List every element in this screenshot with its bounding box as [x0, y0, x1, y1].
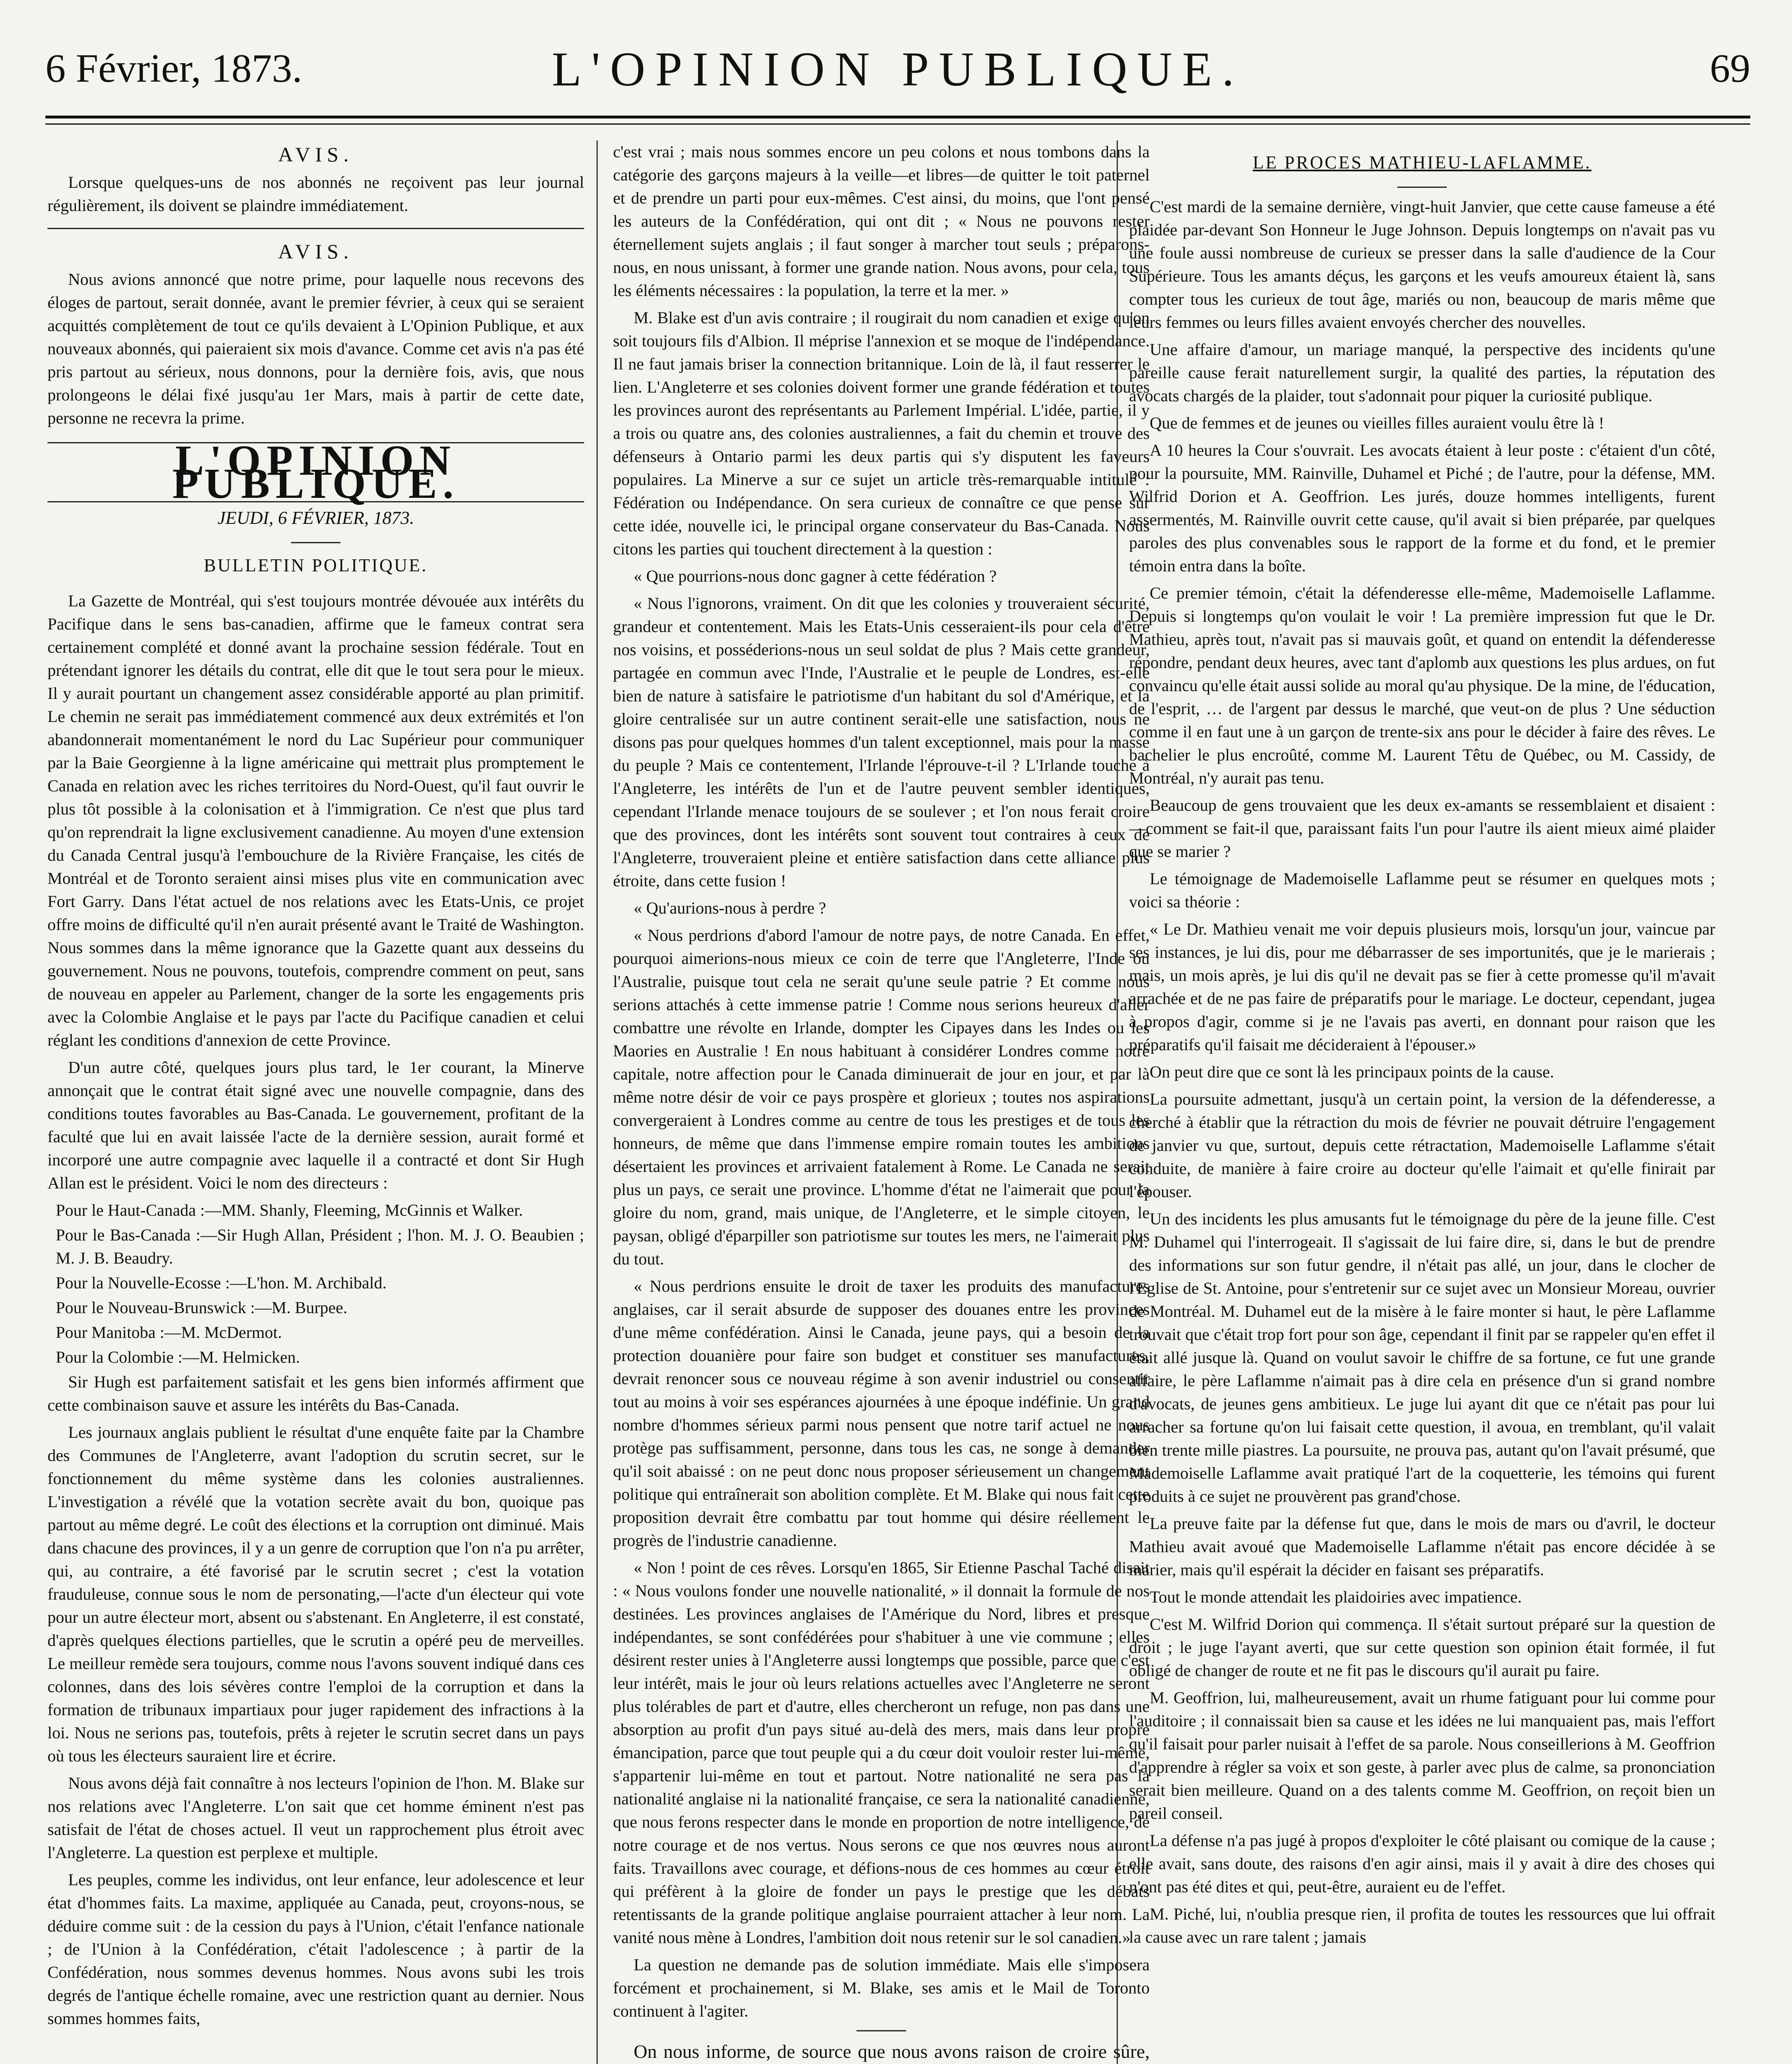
page-header — [45, 17, 1750, 120]
section-title: BULLETIN POLITIQUE. — [204, 555, 428, 575]
column-divider — [597, 140, 598, 2064]
director-list-item: Pour le Nouveau-Brunswick :—M. Burpee. — [56, 1298, 348, 1317]
article-paragraph: On nous informe, de source que nous avons raison de croire sûre, — [634, 2041, 1150, 2062]
director-list-item: Pour la Nouvelle-Ecosse :—L'hon. M. Archibald. — [56, 1273, 387, 1292]
article-paragraph: Les journaux anglais publient le résultat d'une enquête faite par la Chambre des Communes de l'Angleterre, avant l'adoption du scrutin secret, sur le fonctionnement du même système dans les colonies australiennes. L'investigation a révélé que la votation secrète avait du bon, quoique pas partout au même degré. Le coût des élections et la corruption ont diminué. Mais dans chacune des provinces, il y a un genre de corruption que l'on n'a pu arrêter, qui, au contraire, a été favorisé par le scrutin secret ; c'est la votation frauduleuse, connue sous le nom de personating,—l'acte d'un électeur qui vote pour un autre électeur mort, absent ou s'abstenant. En Angleterre, il est constaté, d'après quelques élections partielles, que le scrutin a opéré peu de merveilles. Le meilleur remède sera toujours, comme nous l'avons souvent indiqué dans ces colonnes, dans des lois sévères contre l'emploi de la corruption et dans la formation de tribunaux impartiaux pour juger rapidement des infractions à la loi. Nous ne serions pas, toutefois, prêts à rejeter le scrutin secret dans un pays où tous les électeurs sauraient lire et écrire. — [47, 1423, 584, 1765]
divider — [1397, 187, 1447, 188]
article-paragraph: C'est M. Wilfrid Dorion qui commença. Il s'était surtout préparé sur la question de droit ; le juge l'ayant averti, que sur cette question son opinion était formée, il fut obligé de changer de route et ne fit pas le discours qu'il aurait pu faire. — [1129, 1615, 1715, 1680]
director-list-item: Pour Manitoba :—M. McDermot. — [56, 1323, 282, 1342]
quote-paragraph: « Le Dr. Mathieu venait me voir depuis plusieurs mois, lorsqu'un jour, vaincue par ses instances, je lui dis, pour me débarrasser de ses importunités, que je le marierais ; mais, un mois après, je lui dis qu'il ne devait pas se fier à cette promesse qu'il m'avait arrachée et de ne pas faire de préparatifs pour le mariage. Le docteur, cependant, jugea à propos d'agir, comme si je ne l'avais pas averti, en donnant pour raison que les préparatifs qu'il faisait me décideraient à l'épouser.» — [1129, 920, 1715, 1054]
quote-paragraph: « Nous perdrions d'abord l'amour de notre pays, de notre Canada. En effet, pourquoi aimerions-nous mieux ce coin de terre que l'Angleterre, l'Inde ou l'Australie, puisque tout cela ne serait qu'une seule patrie ? Et comme nous serions attachés à cette immense patrie ! Comme nous serions heureux d'aller combattre une révolte en Irlande, dompter les Cipayes dans les Indes ou les Maories en Australie ! En nous habituant à considérer Londres comme notre capitale, notre affection pour le Canada diminuerait de jour en jour, et par là même notre désir de voir ce pays prospère et glorieux ; toutes nos aspirations convergeraient à Londres comme au centre de tous les prestiges et de tous les honneurs, de même que dans l'immense empire romain toutes les ambitions désertaient les provinces et arrivaient fatalement à Rome. Le Canada ne serait plus un pays, ce serait une province. L'homme d'état ne l'aimerait que pour la gloire du nom, grand, mais unique, de l'Angleterre, et le simple citoyen, le paysan, obligé d'éparpiller son patriotisme sur toutes les mers, ne l'aimerait plus du tout. — [613, 926, 1150, 1268]
article-paragraph: La Gazette de Montréal, qui s'est toujours montrée dévouée aux intérêts du Pacifique dans le sens bas-canadien, affirme que le fameux contrat sera certainement complété et donné avant la prochaine session fédérale. Tout en prétendant ignorer les détails du contrat, elle dit que le tout sera pour le mieux. Il y aurait pourtant un changement assez considérable apporté au plan primitif. Le chemin ne serait pas immédiatement commencé aux deux extrémités et l'on abandonnerait momentanément le nord du Lac Supérieur pour communiquer par la Baie Georgienne à la ligne américaine qui mettrait plus promptement le Canada en relation avec les riches territoires du Nord-Ouest, qu'il faut ouvrir le plus tôt possible à la colonisation et à l'immigration. Ce n'est que plus tard qu'on reprendrait la ligne exclusivement canadienne. Au moyen d'une extension du Canada Central jusqu'à l'embouchure de la Rivière Française, les cités de Montréal et de Toronto seraient ainsi mises plus vite en communication avec Fort Garry. Dans l'état actuel de nos relations avec les Etats-Unis, ce projet offre moins de difficulté qu'il n'en aurait présenté avant le Traité de Washington. Nous sommes dans la même ignorance que la Gazette quant aux desseins du gouvernement. Nous ne pouvons, toutefois, comprendre comment on peut, sans de nouveau en appeler au Parlement, changer de la sorte les engagements pris avec la Colombie Anglaise et le pays par l'acte du Pacifique canadien et celui réglant les conditions d'annexion de cette Province. — [47, 592, 584, 1049]
article-paragraph: La preuve faite par la défense fut que, dans le mois de mars ou d'avril, le docteur Mathieu avait avoué que Mademoiselle Laflamme n'était pas encore décidée à se marier, mais qu'il espérait la décider en faisant ses préparatifs. — [1129, 1514, 1715, 1579]
article-paragraph: Que de femmes et de jeunes ou vieilles filles auraient voulu être là ! — [1150, 414, 1604, 432]
director-list-item: Pour le Haut-Canada :—MM. Shanly, Fleeming, McGinnis et Walker. — [56, 1201, 523, 1219]
article-paragraph: Ce premier témoin, c'était la défenderesse elle-même, Mademoiselle Laflamme. Depuis si longtemps qu'on voulait le voir ! La première impression fut que le Dr. Mathieu, après tout, n'avait pas si mauvais goût, et quand on entendit la défenderesse répondre, pendant deux heures, avec tant d'aplomb aux questions les plus ardues, on fut convaincu qu'elle était aussi solide au moral qu'au physique. De la mine, de l'éducation, de l'esprit, … de l'argent par dessus le marché, que veut-on de plus ? Une séduction comme il en faut une à un garçon de trente-six ans pour le décider à faire des rêves. Le bachelier le plus encroûté, comme M. Laurent Têtu de Québec, ou M. Cassidy, de Montréal, n'y aurait pas tenu. — [1129, 584, 1715, 787]
avis-title: AVIS. — [278, 143, 354, 166]
article-paragraph: Nous avons déjà fait connaître à nos lecteurs l'opinion de l'hon. M. Blake sur nos relations avec l'Angleterre. L'on sait que cet homme éminent n'est pas satisfait de l'état de choses actuel. Il veut un rapprochement plus étroit avec l'Angleterre. La question est perplexe et multiple. — [47, 1774, 584, 1862]
article-paragraph: On peut dire que ce sont là les principaux points de la cause. — [1150, 1063, 1554, 1081]
article-paragraph: Les peuples, comme les individus, ont leur enfance, leur adolescence et leur état d'hommes faits. La maxime, appliquée au Canada, peut, croyons-nous, se déduire comme suit : de la cession du pays à l'Union, c'était l'enfance nationale ; de l'Union à la Confédération, c'était l'adolescence ; à partir de la Confédération, nous sommes devenus hommes. Nous avons subi les trois degrés de l'antique échelle romaine, avec une restriction quant au dernier. Nous sommes hommes faits, — [47, 1870, 584, 2028]
quote-paragraph: « Non ! point de ces rêves. Lorsqu'en 1865, Sir Etienne Paschal Taché disait : « Nous voulons fonder une nouvelle nationalité, » il donnait la formule de nos destinées. Les provinces anglaises de l'Amérique du Nord, libres et presque indépendantes, se sont confédérées pour s'habituer à une vie commune ; elles désirent rester unies à l'Angleterre aussi longtemps que possible, parce que c'est leur intérêt, mais le jour où leurs relations actuelles avec l'Angleterre ne seront plus tolérables de part et d'autre, elles chercheront un refuge, non pas dans une absorption au profit d'un pays situé au-delà des mers, mais dans leur propre émancipation, parce que tout peuple qui a du cœur doit vouloir rester lui-même, s'appartenir lui-même en tout et partout. Notre nationalité ne sera pas la nationalité anglaise ni la nationalité française, ce sera la nationalité canadienne, que nous ferons respecter dans le monde en proportion de notre intelligence, de notre courage et de nos vertus. Nous serons ce que nos œuvres nous auront faits. Travaillons avec courage, et défions-nous de ces hommes au cœur étroit qui préfèrent à la gloire de fonder un pays le prestige que les débats retentissants de la grande politique anglaise pourraient attacher à leur nom. La vanité nous mène à Londres, l'ambition doit nous retenir sur le sol canadien.» — [613, 1558, 1150, 1947]
section-title: LE PROCES MATHIEU-LAFLAMME. — [1252, 152, 1592, 173]
article-paragraph: Le témoignage de Mademoiselle Laflamme peut se résumer en quelques mots ; voici sa théorie : — [1129, 869, 1715, 911]
director-list-item: Pour la Colombie :—M. Helmicken. — [56, 1348, 300, 1366]
quote-paragraph: « Nous perdrions ensuite le droit de taxer les produits des manufactures anglaises, car il serait absurde de supposer des douanes entre les provinces d'une même confédération. Ainsi le Canada, jeune pays, qui a besoin de la protection douanière pour faire son budget et constituer ses manufactures, devrait renoncer sous ce nouveau régime à son avenir industriel ou consentir tout au moins à voir ses espérances ajournées à une époque indéfinie. Un grand nombre d'hommes sérieux parmi nous pensent que notre tarif actuel ne nous protège pas suffisamment, personne, dans tous les cas, ne songe à demander qu'il soit abaissé : on ne peut donc nous proposer sérieusement un changement politique qui entraînerait son abolition complète. Et M. Blake qui nous fait cette proposition devrait être combattu par tout homme qui désire réellement le progrès de l'industrie canadienne. — [613, 1277, 1150, 1550]
article-paragraph: M. Piché, lui, n'oublia presque rien, il profita de toutes les ressources que lui offrait la cause avec un rare talent ; jamais — [1129, 1905, 1715, 1946]
article-paragraph: Un des incidents les plus amusants fut le témoignage du père de la jeune fille. C'est M. Duhamel qui l'interrogeait. Il s'agissait de lui faire dire, si, dans le but de prendre des informations sur son futur gendre, il n'était pas allé, un jour, dans le clocher de l'Eglise de St. Antoine, pour s'entretenir sur ce sujet avec un Monsieur Moreau, ouvrier de Montréal. M. Duhamel eut de la misère à le faire monter si haut, le père Laflamme trouvait que c'était trop fort pour son âge, cependant il finit par se rappeler qu'en effet il était allé jusque là. Quand on voulut savoir le chiffre de sa fortune, ce fut une grande affaire, le père Laflamme n'aimait pas à dire cela en présence d'un si grand nombre d'avocats, de jeunes gens ambitieux. Le juge lui ayant dit que ce n'était pas pour lui arracher sa fortune qu'on lui faisait cette question, il avoua, en tremblant, qu'il valait bien trente mille piastres. La poursuite, ne prouva pas, autant qu'on l'avait présumé, que Mademoiselle Laflamme avait pratiqué l'art de la coquetterie, les témoins qui furent produits à ce sujet ne prouvèrent pas grand'chose. — [1129, 1210, 1715, 1505]
article-paragraph: M. Blake est d'un avis contraire ; il rougirait du nom canadien et exige qu'on soit toujours fils d'Albion. Il méprise l'annexion et se moque de l'indépendance. Il ne faut jamais briser la connection britannique. Loin de là, il faut resserrer le lien. L'Angleterre et ses colonies doivent former une grande fédération et toutes les provinces auront des représentants au Parlement Impérial. L'idée, partie, il y a trois ou quatre ans, des colonies australiennes, a fait du chemin et trouve des défenseurs à Ontario parmi les deux partis qui s'y disputent les faveurs populaires. La Minerve a sur ce sujet un article très-remarquable intitulé : Fédération ou Indépendance. On sera curieux de connaître ce que pense sur cette idée, nouvelle ici, le principal organe conservateur du Bas-Canada. Nous citons les parties qui touchent directement à la question : — [613, 308, 1150, 558]
column-3 — [1129, 140, 1715, 2064]
masthead-title: L'OPINION PUBLIQUE. — [47, 442, 584, 502]
article-paragraph: C'est mardi de la semaine dernière, vingt-huit Janvier, que cette cause fameuse a été plaidée par-devant Son Honneur le Juge Johnson. Depuis longtemps on n'avait pas vu une foule aussi nombreuse de curieux se presser dans la salle d'audience de la Cour Supérieure. Tous les amants déçus, les garçons et les veufs amoureux étaient là, sans compter tous les curieux de tout âge, mariés ou non, beaucoup de maris même que leurs femmes ou leurs filles avaient envoyés chercher des nouvelles. — [1129, 197, 1715, 331]
article-paragraph: Tout le monde attendait les plaidoiries avec impatience. — [1150, 1588, 1522, 1606]
divider — [291, 542, 341, 543]
article-paragraph: Une affaire d'amour, un mariage manqué, la perspective des incidents qu'une pareille cause ferait naturellement surgir, la qualité des parties, la réputation des avocats chargés de la plaider, tout s'adonnait pour piquer la curiosité publique. — [1129, 340, 1715, 405]
divider — [47, 228, 584, 229]
header-date: 6 Février, 1873. — [45, 46, 303, 91]
page-number: 69 — [1710, 46, 1750, 91]
quote-paragraph: « Nous l'ignorons, vraiment. On dit que les colonies y trouveraient sécurité, grandeur et contentement. Mais les Etats-Unis cesseraient-ils pour cela d'être nos voisins, et posséderions-nous un seul soldat de plus ? Mais cette grandeur, partagée en commun avec l'Inde, l'Australie et le peuple de Londres, est-elle bien de nature à satisfaire le patriotisme d'un habitant du sol d'Amérique, et la gloire centralisée sur un autre continent serait-elle une satisfaction, nous ne disons pas pour quelques hommes d'un talent exceptionnel, mais pour la masse du peuple ? Mais ce contentement, l'Irlande l'éprouve-t-il ? L'Irlande touche à l'Angleterre, les intérêts de l'un et de l'autre peuvent sembler identiques, cependant l'Irlande menace toujours de se soulever ; et l'on nous ferait croire que des provinces, dont les intérêts sont souvent tout contraires à ceux de l'Angleterre, trouveraient pleine et entière satisfaction dans cette alliance plus étroite, dans cette fusion ! — [613, 594, 1150, 890]
avis-text: Nous avions annoncé que notre prime, pour laquelle nous recevons des éloges de partout, serait donnée, avant le premier février, à ceux qui se seraient acquittés complètement de tout ce qu'ils devaient à L'Opinion Publique, et aux nouveaux abonnés, qui paieraient six mois d'avance. Comme cet avis n'a pas été pris partout au sérieux, nous donnons, pour la dernière fois, avis, que nous prolongeons le délai fixé jusqu'au 1er Mars, mais à partir de cette date, personne ne recevra la prime. — [47, 270, 584, 427]
column-1 — [47, 140, 584, 2064]
article-paragraph: c'est vrai ; mais nous sommes encore un peu colons et nous tombons dans la catégorie des garçons majeurs à la veille—et libres—de quitter le toit paternel et de prendre un parti pour eux-mêmes. C'est ainsi, du moins, que l'ont pensé les auteurs de la Confédération, qui ont dit ; « Nous ne pouvons rester éternellement sujets anglais ; il faut songer à marcher tout seuls ; préparons-nous, en nous unissant, à former une grande nation. Nous avons, pour cela, tous les éléments nécessaires : la population, la terre et la mer. » — [613, 142, 1150, 300]
quote-paragraph: « Qu'aurions-nous à perdre ? — [634, 899, 826, 917]
header-title: L'OPINION PUBLIQUE. — [552, 42, 1244, 96]
avis-title: AVIS. — [278, 240, 354, 263]
article-paragraph: A 10 heures la Cour s'ouvrait. Les avocats étaient à leur poste : c'étaient d'un côté, pour la poursuite, MM. Rainville, Duhamel et Piché ; de l'autre, pour la défense, MM. Wilfrid Dorion et A. Geoffrion. Les jurés, douze hommes intelligents, furent assermentés, M. Rainville ouvrit cette cause, qu'il avait si bien préparée, par quelques paroles des plus convenables sous le rapport de la forme et du fond, et le premier témoin entra dans la boîte. — [1129, 441, 1715, 575]
header-rule — [45, 116, 1750, 125]
column-2 — [613, 140, 1150, 2064]
masthead-dateline: JEUDI, 6 FÉVRIER, 1873. — [217, 508, 414, 528]
article-paragraph: Sir Hugh est parfaitement satisfait et les gens bien informés affirment que cette combinaison sauve et assure les intérêts du Bas-Canada. — [47, 1373, 584, 1414]
avis-text: Lorsque quelques-uns de nos abonnés ne reçoivent pas leur journal régulièrement, ils doivent se plaindre immédiatement. — [47, 173, 584, 215]
director-list-item: Pour le Bas-Canada :—Sir Hugh Allan, Président ; l'hon. M. J. O. Beaubien ; M. J. B. Beaudry. — [56, 1226, 584, 1267]
article-paragraph: La question ne demande pas de solution immédiate. Mais elle s'imposera forcément et prochainement, si M. Blake, ses amis et le Mail de Toronto continuent à l'agiter. — [613, 1955, 1150, 2020]
divider — [857, 2030, 906, 2031]
article-paragraph: La poursuite admettant, jusqu'à un certain point, la version de la défenderesse, a cherché à établir que la rétraction du mois de février ne pouvait détruire l'engagement de janvier vu que, surtout, depuis cette rétractation, Mademoiselle Laflamme s'était conduite, de manière à faire croire au docteur qu'elle l'aimait et qu'elle finirait par l'épouser. — [1129, 1090, 1715, 1201]
article-paragraph: D'un autre côté, quelques jours plus tard, le 1er courant, la Minerve annonçait que le contrat était signé avec une nouvelle compagnie, dans des conditions toutes favorables au Bas-Canada. Le gouvernement, profitant de la faculté que lui en avait laissée l'acte de la dernière session, aurait formé et incorporé une autre compagnie avec laquelle il a contracté et dont Sir Hugh Allan est le président. Voici le nom des directeurs : — [47, 1058, 584, 1192]
article-paragraph: La défense n'a pas jugé à propos d'exploiter le côté plaisant ou comique de la cause ; elle avait, sans doute, des raisons d'en agir ainsi, mais il y avait à dire des choses qui n'ont pas été dites et qui, peut-être, auraient eu de l'effet. — [1129, 1831, 1715, 1896]
quote-paragraph: « Que pourrions-nous donc gagner à cette fédération ? — [634, 567, 997, 585]
article-paragraph: Beaucoup de gens trouvaient que les deux ex-amants se ressemblaient et disaient :—comment se fait-il que, paraissant faits l'un pour l'autre ils aient mieux aimé plaider que se marier ? — [1129, 796, 1715, 861]
article-paragraph: M. Geoffrion, lui, malheureusement, avait un rhume fatiguant pour lui comme pour l'auditoire ; il connaissait bien sa cause et les idées ne lui manquaient pas, mais l'effort qu'il faisait pour parler nuisait à l'effet de sa parole. Nous conseillerions à M. Geoffrion d'apprendre à régler sa voix et son geste, à parler avec plus de calme, sa prononciation serait bien meilleure. Quand on a des talents comme M. Geoffrion, on reçoit bien un pareil conseil. — [1129, 1688, 1715, 1823]
